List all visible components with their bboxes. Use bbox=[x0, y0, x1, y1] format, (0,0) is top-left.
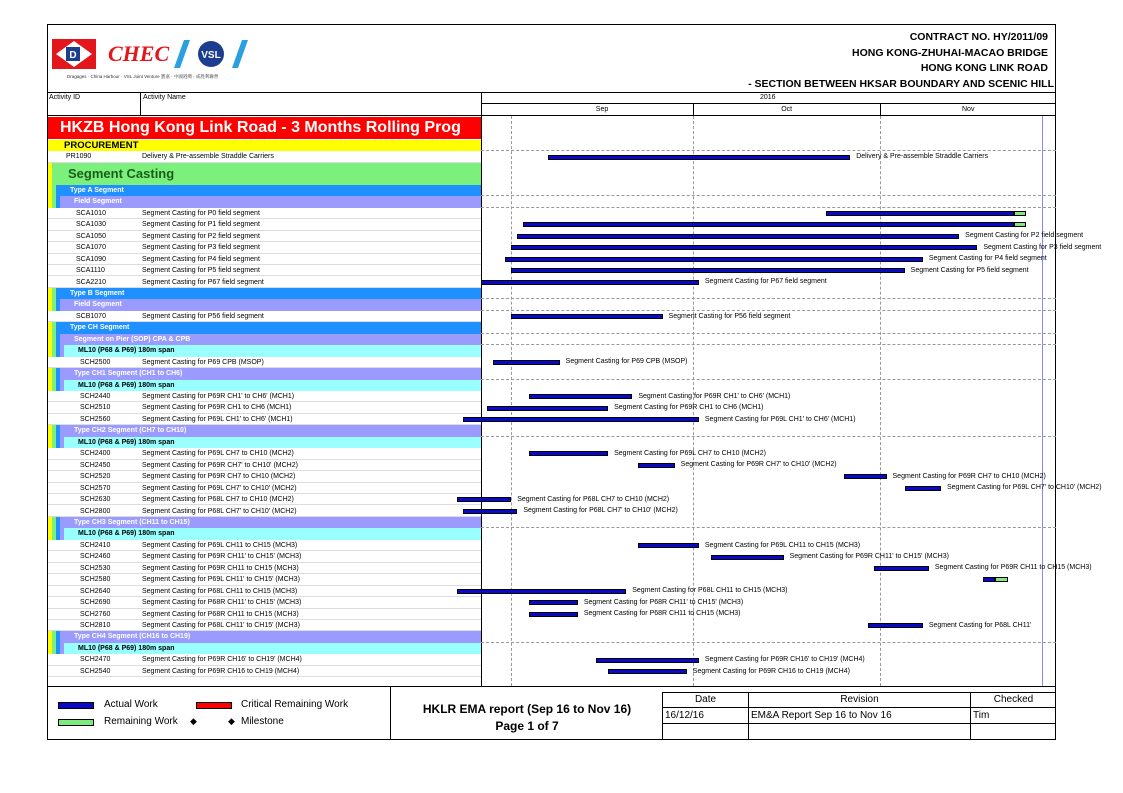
group-separator bbox=[481, 527, 1056, 528]
bar-label: Segment Casting for P4 field segment bbox=[928, 255, 1047, 263]
date-value: 16/12/16 bbox=[665, 710, 704, 721]
month-tick bbox=[693, 104, 694, 115]
revision-header: Revision bbox=[840, 694, 879, 705]
activity-row bbox=[48, 620, 481, 631]
road-name: HONG KONG LINK ROAD bbox=[920, 62, 1048, 74]
activity-row bbox=[48, 563, 481, 574]
activity-id: SCH2810 bbox=[80, 622, 111, 629]
activity-name: Segment Casting for P69R CH16 to CH19 (MCH4) bbox=[142, 667, 300, 675]
span-band bbox=[48, 643, 481, 654]
bar-label: Segment Casting for P3 field segment bbox=[983, 243, 1102, 251]
bar-label: Segment Casting for P68L CH11 to CH15 (MCH3) bbox=[632, 587, 788, 595]
remaining-diamond-icon: ◆ bbox=[190, 716, 197, 726]
sub-band bbox=[48, 517, 481, 528]
activity-row bbox=[48, 551, 481, 562]
activity-row bbox=[48, 402, 481, 413]
sub-band bbox=[48, 631, 481, 642]
legend-critical-swatch bbox=[196, 702, 232, 709]
gantt-chart bbox=[481, 116, 1102, 686]
band-label: Type CH4 Segment (CH16 to CH19) bbox=[74, 633, 191, 641]
actual-work-bar[interactable] bbox=[517, 234, 959, 239]
activity-row bbox=[48, 448, 481, 459]
activity-id: SCH2520 bbox=[80, 473, 111, 481]
group-separator bbox=[481, 379, 1056, 380]
activity-row bbox=[48, 540, 481, 551]
bar-label: Segment Casting for P69R CH16' to CH19' (MCH4) bbox=[704, 656, 865, 664]
chec-logo: CHEC bbox=[108, 41, 170, 66]
legend-actual-label: Actual Work bbox=[104, 699, 158, 710]
bar-label: Segment Casting for P69R CH7' to CH10' (MCH2) bbox=[680, 461, 837, 469]
activity-name: Segment Casting for P2 field segment bbox=[142, 232, 260, 240]
activity-name: Segment Casting for P69R CH7 to CH10 (MCH2) bbox=[142, 473, 296, 481]
bar-label: Segment Casting for P56 field segment bbox=[668, 312, 791, 320]
actual-work-bar[interactable] bbox=[493, 360, 560, 365]
band-label: Type CH Segment bbox=[70, 324, 130, 332]
legend-remaining-label: Remaining Work bbox=[104, 716, 178, 727]
legend-remaining-swatch bbox=[58, 719, 94, 726]
tree-indent-stripe bbox=[52, 288, 56, 299]
tree-indent-stripe bbox=[52, 322, 56, 333]
activity-id: SCA1050 bbox=[76, 232, 106, 240]
id-column-divider bbox=[140, 92, 141, 115]
date-header: Date bbox=[694, 694, 717, 705]
bar-label: Delivery & Pre-assemble Straddle Carriers bbox=[856, 153, 989, 161]
activity-id: PR1090 bbox=[66, 153, 92, 161]
activity-id: SCH2800 bbox=[80, 507, 111, 515]
legend-critical-label: Critical Remaining Work bbox=[241, 699, 349, 710]
activity-id: SCH2570 bbox=[80, 484, 111, 492]
band-label: ML10 (P68 & P69) 180m span bbox=[78, 530, 175, 538]
tree-indent-stripe bbox=[56, 425, 60, 436]
checked-value: Tim bbox=[973, 710, 990, 721]
group-separator bbox=[481, 333, 1056, 334]
tree-indent-stripe bbox=[56, 334, 60, 345]
activity-row bbox=[48, 586, 481, 597]
actual-work-bar[interactable] bbox=[638, 463, 674, 468]
actual-work-bar[interactable] bbox=[523, 222, 1013, 227]
tree-indent-stripe bbox=[56, 631, 60, 642]
remaining-work-bar[interactable] bbox=[995, 577, 1007, 582]
actual-work-bar[interactable] bbox=[463, 417, 699, 422]
activity-name: Segment Casting for P69R CH1 to CH6 (MCH1) bbox=[142, 404, 292, 412]
activity-row bbox=[48, 506, 481, 517]
band-label: Field Segment bbox=[74, 198, 122, 206]
activity-name: Segment Casting for P68L CH11 to CH15 (MCH3) bbox=[142, 587, 298, 595]
span-band bbox=[48, 528, 481, 539]
activity-row bbox=[48, 311, 481, 322]
activity-row bbox=[48, 391, 481, 402]
activity-id: SCA1090 bbox=[76, 255, 106, 263]
group-separator bbox=[481, 642, 1056, 643]
activity-row bbox=[48, 254, 481, 265]
footer-table-top bbox=[662, 692, 1056, 693]
activity-id: SCH2640 bbox=[80, 587, 111, 595]
activity-name: Delivery & Pre-assemble Straddle Carriers bbox=[142, 153, 274, 161]
activity-id: SCH2410 bbox=[80, 541, 111, 549]
bar-label: Segment Casting for P68R CH11' to CH15' (MCH3) bbox=[583, 598, 744, 606]
activity-name: Segment Casting for P68L CH7 to CH10 (MCH2) bbox=[142, 496, 294, 504]
footer-table-header-rule bbox=[662, 707, 1056, 708]
vsl-logo bbox=[174, 40, 248, 68]
activity-id: SCA1110 bbox=[76, 267, 105, 275]
band-label: Segment on Pier (SOP) CPA & CPB bbox=[74, 335, 191, 343]
svg-text:VSL: VSL bbox=[201, 50, 221, 61]
bar-label: Segment Casting for P67 field segment bbox=[704, 278, 827, 286]
activity-row bbox=[48, 219, 481, 230]
activity-id: SCH2510 bbox=[80, 404, 111, 412]
band-label: ML10 (P68 & P69) 180m span bbox=[78, 347, 175, 355]
group-separator bbox=[481, 298, 1056, 299]
actual-work-bar[interactable] bbox=[905, 486, 941, 491]
activity-name: Segment Casting for P68R CH11' to CH15' (MCH3) bbox=[142, 599, 302, 607]
bar-label: Segment Casting for P68L CH7' to CH10' (MCH2) bbox=[523, 507, 678, 515]
tree-indent-stripe bbox=[60, 380, 64, 391]
band-label: Segment Casting bbox=[68, 165, 175, 181]
actual-work-bar[interactable] bbox=[463, 509, 517, 514]
activity-row bbox=[48, 471, 481, 482]
legend-milestone-label: Milestone bbox=[241, 716, 284, 727]
dragages-logo bbox=[52, 39, 96, 69]
bar-label: Segment Casting for P69R CH11' to CH15' (MCH3) bbox=[789, 553, 949, 561]
actual-work-bar[interactable] bbox=[844, 474, 886, 479]
activity-name: Segment Casting for P69R CH7' to CH10' (MCH2) bbox=[142, 461, 298, 469]
band-label: ML10 (P68 & P69) 180m span bbox=[78, 644, 175, 652]
actual-work-bar[interactable] bbox=[548, 155, 851, 160]
report-title: HKLR EMA report (Sep 16 to Nov 16) bbox=[422, 702, 632, 716]
actual-work-bar[interactable] bbox=[457, 589, 626, 594]
milestone-diamond-icon: ◆ bbox=[228, 716, 235, 726]
band-label: Field Segment bbox=[74, 301, 122, 309]
bar-label: Segment Casting for P68L CH11' bbox=[928, 621, 1032, 629]
activity-name: Segment Casting for P4 field segment bbox=[142, 255, 260, 263]
activity-name: Segment Casting for P69L CH1' to CH6' (MCH1) bbox=[142, 415, 293, 423]
actual-work-bar[interactable] bbox=[487, 406, 608, 411]
activity-row bbox=[48, 597, 481, 608]
activity-row bbox=[48, 609, 481, 620]
month-label: Sep bbox=[595, 106, 609, 113]
activity-id: SCH2530 bbox=[80, 564, 111, 572]
activity-id: SCA1030 bbox=[76, 221, 106, 229]
bar-label: Segment Casting for P69R CH11 to CH15 (MCH3) bbox=[934, 564, 1092, 572]
project-title-band bbox=[48, 117, 481, 139]
activity-row bbox=[48, 574, 481, 585]
activity-id: SCH2450 bbox=[80, 461, 111, 469]
project-title: HKZB Hong Kong Link Road - 3 Months Rolling Prog bbox=[60, 119, 461, 136]
year-rule bbox=[481, 103, 1056, 104]
segment-casting-band bbox=[48, 163, 481, 185]
activity-row bbox=[48, 242, 481, 253]
activity-name: Segment Casting for P1 field segment bbox=[142, 221, 260, 229]
sub-band bbox=[48, 299, 481, 310]
legend-actual-swatch bbox=[58, 702, 94, 709]
band-label: Type A Segment bbox=[70, 186, 124, 194]
activity-name: Segment Casting for P69L CH7' to CH10' (MCH2) bbox=[142, 484, 297, 492]
activity-row bbox=[48, 483, 481, 494]
span-band bbox=[48, 380, 481, 391]
activity-id: SCH2460 bbox=[80, 553, 111, 561]
month-tick bbox=[880, 104, 881, 115]
activity-name: Segment Casting for P67 field segment bbox=[142, 278, 264, 286]
tree-indent-stripe bbox=[60, 437, 64, 448]
actual-work-bar[interactable] bbox=[511, 245, 977, 250]
activity-id: SCH2400 bbox=[80, 450, 111, 458]
activity-name: Segment Casting for P69R CH11 to CH15 (MCH3) bbox=[142, 564, 299, 572]
actual-work-bar[interactable] bbox=[505, 257, 923, 262]
activity-id: SCH2470 bbox=[80, 656, 111, 664]
type-band bbox=[48, 322, 481, 333]
actual-work-bar[interactable] bbox=[457, 497, 511, 502]
bar-label: Segment Casting for P2 field segment bbox=[965, 232, 1084, 240]
activity-name: Segment Casting for P68L CH7' to CH10' (MCH2) bbox=[142, 507, 297, 515]
bar-label: Segment Casting for P69 CPB (MSOP) bbox=[565, 358, 688, 366]
tree-indent-stripe bbox=[52, 185, 56, 196]
bridge-name: HONG KONG-ZHUHAI-MACAO BRIDGE bbox=[852, 47, 1048, 59]
activity-name: Segment Casting for P69R CH11' to CH15' (MCH3) bbox=[142, 553, 302, 561]
month-gridline bbox=[880, 116, 881, 686]
activity-row bbox=[48, 231, 481, 242]
month-label: Oct bbox=[781, 106, 793, 113]
section-name: - SECTION BETWEEN HKSAR BOUNDARY AND SCENIC HILL bbox=[748, 78, 1054, 90]
activity-name: Segment Casting for P68R CH11 to CH15 (MCH3) bbox=[142, 610, 299, 618]
svg-text:D: D bbox=[69, 50, 77, 61]
group-separator bbox=[481, 436, 1056, 437]
activity-id: SCH2690 bbox=[80, 599, 111, 607]
band-label: ML10 (P68 & P69) 180m span bbox=[78, 381, 175, 389]
band-label: ML10 (P68 & P69) 180m span bbox=[78, 438, 175, 446]
activity-row bbox=[48, 666, 481, 677]
activity-id: SCA1010 bbox=[76, 209, 106, 217]
actual-work-bar[interactable] bbox=[529, 394, 632, 399]
bar-label: Segment Casting for P69R CH7 to CH10 (MCH2) bbox=[892, 472, 1046, 480]
actual-work-bar[interactable] bbox=[826, 211, 1014, 216]
activity-name: Segment Casting for P69 CPB (MSOP) bbox=[142, 358, 264, 366]
type-band bbox=[48, 185, 481, 196]
sub-band bbox=[48, 368, 481, 379]
bar-label: Segment Casting for P69L CH1' to CH6' (MCH1) bbox=[704, 415, 856, 423]
month-gridline bbox=[511, 116, 512, 686]
bar-label: Segment Casting for P68L CH7 to CH10 (MCH2) bbox=[517, 495, 670, 503]
band-label: PROCUREMENT bbox=[64, 140, 139, 151]
band-label: Type CH2 Segment (CH7 to CH10) bbox=[74, 427, 187, 435]
actual-work-bar[interactable] bbox=[608, 669, 687, 674]
tree-indent-stripe bbox=[60, 528, 64, 539]
bar-label: Segment Casting for P69R CH16 to CH19 (MCH4) bbox=[692, 667, 850, 675]
type-band bbox=[48, 288, 481, 299]
activity-id: SCA1070 bbox=[76, 244, 106, 252]
remaining-work-bar[interactable] bbox=[1014, 211, 1026, 216]
actual-work-bar[interactable] bbox=[511, 314, 662, 319]
group-separator bbox=[481, 344, 1056, 345]
sub-band bbox=[48, 334, 481, 345]
actual-work-bar[interactable] bbox=[874, 566, 928, 571]
band-label: Type B Segment bbox=[70, 289, 125, 297]
tree-indent-stripe bbox=[56, 368, 60, 379]
tree-indent-stripe bbox=[56, 517, 60, 528]
activity-name-header: Activity Name bbox=[143, 94, 186, 101]
data-date-line bbox=[1042, 116, 1043, 686]
bar-label: Segment Casting for P69L CH7' to CH10' (MCH2) bbox=[947, 484, 1102, 492]
activity-id: SCH2560 bbox=[80, 415, 111, 423]
span-band bbox=[48, 437, 481, 448]
activity-name: Segment Casting for P0 field segment bbox=[142, 209, 260, 217]
activity-id: SCH2630 bbox=[80, 496, 111, 504]
group-separator bbox=[481, 207, 1056, 208]
activity-row bbox=[48, 414, 481, 425]
tree-indent-stripe bbox=[60, 643, 64, 654]
activity-name: Segment Casting for P68L CH11' to CH15' (MCH3) bbox=[142, 622, 300, 629]
activity-id: SCH2440 bbox=[80, 393, 111, 400]
tree-indent-stripe bbox=[56, 299, 60, 310]
sub-band bbox=[48, 196, 481, 207]
bar-label: Segment Casting for P69R CH1' to CH6' (MCH1) bbox=[638, 392, 791, 400]
group-separator bbox=[481, 195, 1056, 196]
actual-work-bar[interactable] bbox=[481, 280, 699, 285]
activity-name: Segment Casting for P5 field segment bbox=[142, 267, 260, 275]
actual-work-bar[interactable] bbox=[511, 268, 904, 273]
activity-name: Segment Casting for P69R CH16' to CH19' (MCH4) bbox=[142, 656, 302, 664]
actual-work-bar[interactable] bbox=[596, 658, 699, 663]
actual-work-bar[interactable] bbox=[868, 623, 922, 628]
logo-caption: Dragages · China Harbour · VSL Joint Venture 寶嘉 · 中國港灣 · 威胜利聯營 bbox=[67, 74, 219, 79]
sub-band bbox=[48, 425, 481, 436]
remaining-work-bar[interactable] bbox=[1014, 222, 1026, 227]
activity-id: SCH2540 bbox=[80, 667, 111, 675]
actual-work-bar[interactable] bbox=[529, 600, 577, 605]
actual-work-bar[interactable] bbox=[711, 555, 784, 560]
activity-row bbox=[48, 460, 481, 471]
checked-header: Checked bbox=[993, 694, 1034, 705]
revision-value: EM&A Report Sep 16 to Nov 16 bbox=[751, 710, 892, 721]
activity-row bbox=[48, 494, 481, 505]
activity-name: Segment Casting for P3 field segment bbox=[142, 244, 260, 252]
bar-label: Segment Casting for P69L CH7 to CH10 (MCH2) bbox=[614, 449, 766, 457]
band-label: Type CH1 Segment (CH1 to CH6) bbox=[74, 370, 183, 378]
activity-name: Segment Casting for P69L CH11' to CH15' (MCH3) bbox=[142, 576, 300, 584]
footer-table-row-rule bbox=[662, 723, 1056, 724]
activity-name: Segment Casting for P69R CH1' to CH6' (MCH1) bbox=[142, 393, 295, 400]
activity-row bbox=[48, 654, 481, 665]
activity-id: SCH2580 bbox=[80, 576, 111, 584]
activity-id: SCA2210 bbox=[76, 278, 106, 286]
bar-label: Segment Casting for P69R CH1 to CH6 (MCH1) bbox=[614, 404, 764, 412]
contract-number: CONTRACT NO. HY/2011/09 bbox=[909, 31, 1048, 43]
header-top-rule bbox=[47, 92, 1056, 93]
tree-indent-stripe bbox=[48, 163, 52, 185]
actual-work-bar[interactable] bbox=[529, 451, 608, 456]
bar-label: Segment Casting for P5 field segment bbox=[910, 266, 1029, 274]
activity-id: SCH2760 bbox=[80, 610, 111, 618]
activity-row bbox=[48, 208, 481, 219]
footer-divider-1 bbox=[390, 686, 391, 740]
page-number: Page 1 of 7 bbox=[495, 719, 559, 733]
bar-label: Segment Casting for P69L CH11 to CH15 (MCH3) bbox=[704, 541, 861, 549]
activity-row bbox=[48, 151, 481, 162]
activity-row bbox=[48, 357, 481, 368]
activity-id: SCB1070 bbox=[76, 312, 106, 320]
procurement-band bbox=[48, 140, 481, 151]
tree-indent-stripe bbox=[60, 345, 64, 356]
activity-name: Segment Casting for P69L CH11 to CH15 (MCH3) bbox=[142, 541, 298, 549]
activity-row bbox=[48, 265, 481, 276]
tree-indent-stripe bbox=[56, 196, 60, 207]
actual-work-bar[interactable] bbox=[529, 612, 577, 617]
band-label: Type CH3 Segment (CH11 to CH15) bbox=[74, 518, 190, 526]
actual-work-bar[interactable] bbox=[638, 543, 699, 548]
activity-id-header: Activity ID bbox=[49, 94, 81, 101]
bar-label: Segment Casting for P68R CH11 to CH15 (MCH3) bbox=[583, 610, 741, 618]
activity-name: Segment Casting for P56 field segment bbox=[142, 312, 264, 320]
year-header: 2016 bbox=[760, 94, 776, 101]
span-band bbox=[48, 345, 481, 356]
actual-work-bar[interactable] bbox=[983, 577, 995, 582]
footer-rule bbox=[47, 686, 1056, 687]
activity-id: SCH2500 bbox=[80, 358, 111, 366]
month-label: Nov bbox=[962, 106, 975, 113]
activity-row bbox=[48, 277, 481, 288]
activity-name: Segment Casting for P69L CH7 to CH10 (MCH2) bbox=[142, 450, 294, 458]
